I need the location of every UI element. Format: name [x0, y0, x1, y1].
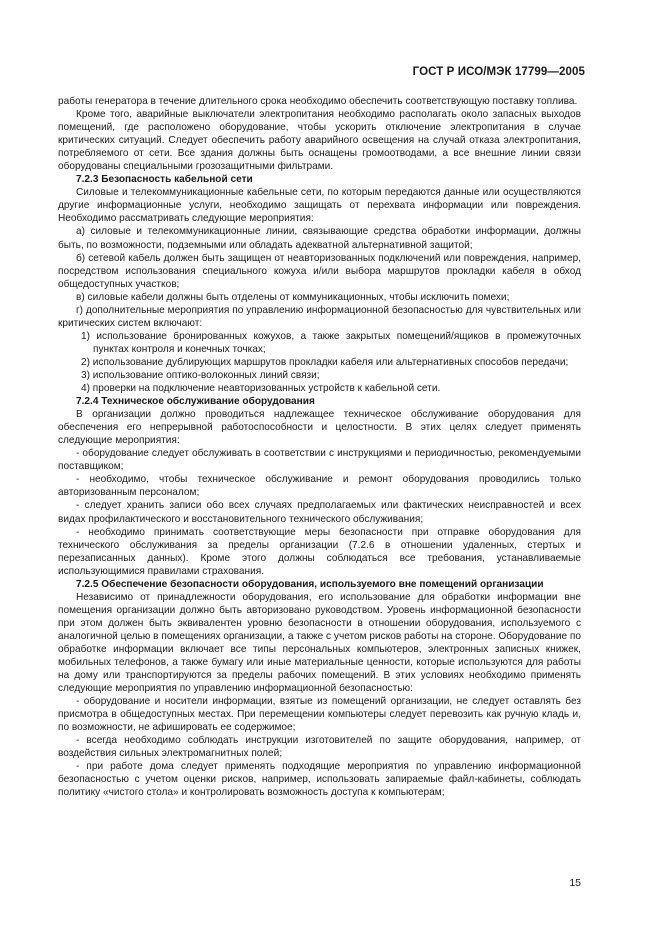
page-number: 15: [569, 877, 581, 889]
list-item: - необходимо, чтобы техническое обслуживание и ремонт оборудования проводились только авторизованным персоналом;: [58, 474, 581, 499]
list-item: - оборудование следует обслуживать в соответствии с инструкциями и периодичностью, рекомендуемыми поставщиком;: [58, 448, 581, 473]
paragraph-continuation: работы генератора в течение длительного срока необходимо обеспечить соответствующую поставку топлива.: [58, 96, 578, 107]
paragraph: В организации должно проводиться надлежащее техническое обслуживание оборудования для обеспечения его непрерывной работоспособности и целостности. В этих целях следует применять следующие мероприятия:: [58, 409, 581, 447]
list-item: - оборудование и носители информации, взятые из помещений организации, не следует оставлять без присмотра в общедоступных местах. При перемещении компьютеры следует перевозить как ручную кладь и, по возможности, не афишировать ее содержимое;: [58, 696, 581, 734]
list-item: - необходимо принимать соответствующие меры безопасности при отправке оборудования для технического обслуживания за пределы организации (7.2.6 в отношении удаленных, стертых и перезаписанных данных). Кроме этого должны соблюдаться все требования, устанавливаемые использующимися правилами страхования.: [58, 526, 581, 577]
list-item: г) дополнительные мероприятия по управлению информационной безопасностью для чувствительных или критических систем включают:: [58, 304, 581, 329]
sub-list-item: 3) использование оптико-волоконных линий связи;: [81, 369, 320, 381]
section-heading-7-2-3: 7.2.3 Безопасность кабельной сети: [76, 174, 253, 186]
list-item: - всегда необходимо соблюдать инструкции изготовителей по защите оборудования, например, от воздействия сильных электромагнитных полей;: [58, 735, 581, 760]
list-item: б) сетевой кабель должен быть защищен от неавторизованных подключений или повреждения, например, посредством использования специального кожуха и/или выбора маршрутов прокладки кабеля в обход общедоступных участков;: [58, 252, 581, 290]
body-text: [58, 95, 581, 800]
section-heading-7-2-4: 7.2.4 Техническое обслуживание оборудования: [76, 396, 315, 408]
list-item: - следует хранить записи обо всех случаях предполагаемых или фактических неисправностей и всех видах профилактического и восстановительного технического обслуживания;: [58, 500, 581, 525]
sub-list-item: 1) использование бронированных кожухов, а также закрытых помещений/ящиков в промежуточных пунктах контроля и конечных точках;: [81, 330, 581, 355]
paragraph: Независимо от принадлежности оборудования, его использование для обработки информации вне помещения организации должно быть авторизовано руководством. Уровень информационной безопасности при этом должен быть эквивалентен уровню безопасности в отношении оборудования, используемого с аналогичной целью в помещениях организации, а также с учетом рисков работы на стороне. Оборудование по обработке информации включает все типы персональных компьютеров, электронных записных книжек, мобильных телефонов, а также бумагу или иные материальные ценности, которые используются для работы на дому или транспортируются за пределы рабочих помещений. В этих условиях необходимо применять следующие мероприятия по управлению информационной безопасностью:: [58, 591, 581, 695]
sub-list-item: 4) проверки на подключение неавторизованных устройств к кабельной сети.: [81, 383, 441, 395]
paragraph: Силовые и телекоммуникационные кабельные сети, по которым передаются данные или осуществляются другие информационные услуги, необходимо защищать от перехвата информации или повреждения. Необходимо рассматривать следующие мероприятия:: [58, 187, 581, 225]
sub-list-item: 2) использование дублирующих маршрутов прокладки кабеля или альтернативных способов передачи;: [81, 356, 569, 368]
list-item: - при работе дома следует применять подходящие мероприятия по управлению информационной безопасностью с учетом оценки рисков, например, использовать запираемые файл-кабинеты, соблюдать политику «чистого стола» и контролировать возможность доступа к компьютерам;: [58, 761, 581, 799]
list-item: в) силовые кабели должны быть отделены от коммуникационных, чтобы исключить помехи;: [76, 291, 510, 303]
section-heading-7-2-5: 7.2.5 Обеспечение безопасности оборудования, используемого вне помещений организации: [76, 578, 544, 590]
paragraph: Кроме того, аварийные выключатели электропитания необходимо располагать около запасных выходов помещений, где расположено оборудование, чтобы ускорить отключение электропитания в случае критических ситуаций. Следует обеспечить работу аварийного освещения на случай отказа электропитания, потребляемого от сети. Все здания должны быть оснащены громоотводами, а все внешние линии связи оборудованы специальными грозозащитными фильтрами.: [58, 109, 581, 173]
list-item: а) силовые и телекоммуникационные линии, связывающие средства обработки информации, должны быть, по возможности, подземными или обладать адекватной альтернативной защитой;: [58, 226, 581, 251]
standard-header: ГОСТ Р ИСО/МЭК 17799—2005: [412, 66, 585, 78]
